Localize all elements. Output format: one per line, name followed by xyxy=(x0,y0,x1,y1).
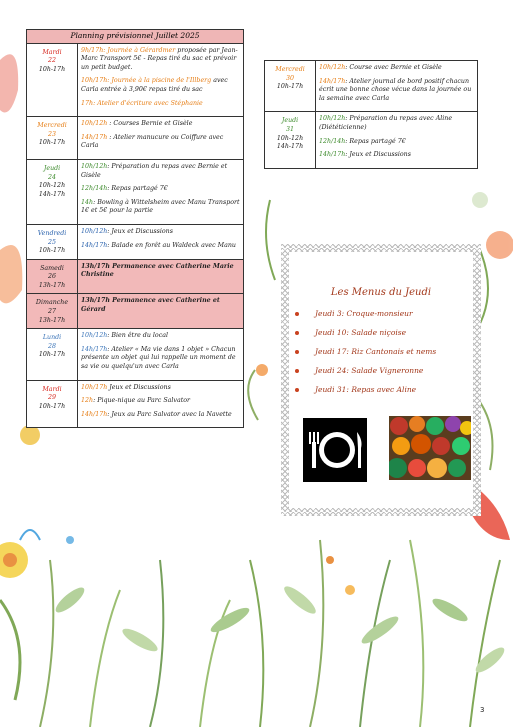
event-time: 14h/17h xyxy=(319,77,346,85)
bullet-icon xyxy=(295,369,299,373)
day-cell xyxy=(27,329,78,380)
page-number: 3 xyxy=(480,706,485,714)
event-text: : Pique-nique au Parc Salvator xyxy=(93,397,191,405)
planning-table-left xyxy=(26,29,244,428)
day-row xyxy=(27,329,244,380)
day-date: 31 xyxy=(285,125,294,133)
event-text: : Course avec Bernie et Gisèle xyxy=(345,64,442,71)
event-text: : Jeux au Parc Salvator avec la Navette xyxy=(107,410,232,418)
day-cell xyxy=(27,294,78,329)
day-name: Mardi xyxy=(42,385,62,393)
event-time: 12h xyxy=(81,397,94,405)
event-time: 10h/12h xyxy=(81,332,108,340)
plate-cutlery-icon xyxy=(303,418,367,482)
planning-right-body xyxy=(265,61,478,169)
event-text: : Bien être du local xyxy=(107,332,168,340)
events-cell xyxy=(78,380,244,428)
day-name: Mercredi xyxy=(275,66,305,73)
event-time: 10h/12h xyxy=(81,162,108,170)
event-time: 14h/17h xyxy=(81,410,108,418)
day-cell xyxy=(27,380,78,428)
day-row xyxy=(265,61,478,112)
event-text: : Balade en forêt au Waldeck avec Manu xyxy=(107,241,236,249)
event-item xyxy=(81,297,240,314)
day-name: Mercredi xyxy=(37,122,67,130)
event-item xyxy=(319,64,474,73)
event-text: Jeux et Discussions xyxy=(107,383,171,391)
event-item xyxy=(81,120,240,129)
day-name: Vendredi xyxy=(37,229,67,237)
event-text: : Courses Bernie et Gisèle xyxy=(107,120,193,128)
bullet-icon xyxy=(295,312,299,316)
day-cell xyxy=(27,43,78,117)
bullet-icon xyxy=(295,350,299,354)
day-cell xyxy=(265,61,316,112)
day-cell xyxy=(265,112,316,168)
event-time: 14h/17h xyxy=(319,151,346,159)
day-hours: 10h-17h xyxy=(38,65,66,73)
menu-item xyxy=(295,361,436,380)
day-date: 24 xyxy=(47,173,56,181)
event-text: : Bowling à Wittelsheim avec Manu Transport 1€ et 5€ pour la partie xyxy=(81,198,240,215)
event-text: : Atelier manucure ou Coiffure avec Carla xyxy=(81,133,224,150)
day-date: 26 xyxy=(47,273,56,281)
day-row xyxy=(27,117,244,160)
day-row xyxy=(27,159,244,224)
event-time: 14h/17h xyxy=(81,241,108,249)
event-item xyxy=(81,185,240,194)
event-time: 14h xyxy=(81,198,94,206)
event-text: : Repas partagé 7€ xyxy=(107,185,168,193)
event-item xyxy=(81,163,240,180)
event-time: 13h/17h xyxy=(81,262,110,270)
bullet-icon xyxy=(295,331,299,335)
event-item xyxy=(319,115,474,132)
event-item xyxy=(319,151,474,160)
event-text: : Préparation du repas avec Bernie et Gisèle xyxy=(81,162,228,179)
event-item xyxy=(81,77,240,94)
events-cell xyxy=(78,117,244,160)
day-name: Jeudi xyxy=(43,164,61,172)
planning-title: Planning prévisionnel Juillet 2025 xyxy=(27,30,244,44)
planning-left-body xyxy=(27,43,244,428)
event-time: 10h/17h: Journée à la piscine de l'Illberg xyxy=(81,77,212,85)
event-item xyxy=(319,78,474,104)
menu-item xyxy=(295,304,436,323)
day-date: 27 xyxy=(47,308,56,316)
day-hours: 10h-12h xyxy=(38,182,66,190)
menu-item-label: Jeudi 17: Riz Cantonais et nems xyxy=(315,347,437,356)
event-time: 10h/12h xyxy=(319,64,346,71)
event-time: 14h/17h xyxy=(81,133,108,141)
day-date: 30 xyxy=(285,74,294,82)
day-row xyxy=(27,224,244,259)
day-row xyxy=(27,43,244,117)
menu-item-label: Jeudi 24: Salade Vigneronne xyxy=(315,366,424,375)
day-cell xyxy=(27,224,78,259)
events-cell xyxy=(316,61,478,112)
event-time: 17h: Atelier d'écriture avec Stéphanie xyxy=(81,99,203,107)
bullet-icon xyxy=(295,388,299,392)
event-time: 14h/17h xyxy=(81,345,108,353)
vegetables-image xyxy=(389,416,471,480)
day-row xyxy=(27,380,244,428)
day-row xyxy=(265,112,478,168)
day-hours: 13h-17h xyxy=(38,316,66,324)
event-time: 9h/17h: Journée à Gérardmer xyxy=(81,46,176,54)
menu-item-label: Jeudi 3: Croque-monsieur xyxy=(315,309,413,318)
event-item xyxy=(81,332,240,341)
event-item xyxy=(81,346,240,372)
event-time: 12h/14h xyxy=(319,137,346,145)
event-text: Permanence avec Catherine et Gérard xyxy=(81,297,220,314)
day-row xyxy=(27,294,244,329)
events-cell xyxy=(78,224,244,259)
day-date: 25 xyxy=(47,238,56,246)
menu-item-label: Jeudi 10: Salade niçoise xyxy=(315,328,407,337)
event-text: : Jeux et Discussions xyxy=(345,151,411,159)
day-hours: 10h-17h xyxy=(38,247,66,255)
event-item xyxy=(81,411,240,420)
menu-list xyxy=(295,304,436,399)
event-text: avec Carla entrée à 3,90€ repas tiré du sac xyxy=(81,77,228,93)
day-name: Mardi xyxy=(42,48,62,56)
event-text: : Jeux et Discussions xyxy=(107,227,173,235)
event-text: : Atelier journal de bord positif chacun écrit une bonne chose vécue dans la journée ou la semaine avec Carla xyxy=(319,77,472,102)
day-hours: 14h-17h xyxy=(38,190,66,198)
menu-item xyxy=(295,323,436,342)
event-item xyxy=(81,100,240,109)
day-hours: 10h-17h xyxy=(38,139,66,147)
day-name: Lundi xyxy=(42,334,62,342)
event-item xyxy=(81,242,240,251)
day-hours: 13h-17h xyxy=(38,281,66,289)
day-hours: 14h-17h xyxy=(276,143,304,151)
event-text: : Atelier « Ma vie dans 1 objet » Chacun présente un objet qui lui rappelle un moment de sa vie ou quelqu'un avec Carla xyxy=(81,345,236,371)
menu-title: Les Menus du Jeudi xyxy=(330,287,432,298)
day-hours: 10h-17h xyxy=(38,351,66,359)
day-date: 22 xyxy=(47,57,56,65)
event-item xyxy=(81,134,240,151)
event-item xyxy=(81,397,240,406)
event-item xyxy=(81,199,240,216)
day-hours: 10h-17h xyxy=(276,83,304,91)
event-time: 10h/12h xyxy=(81,120,108,128)
day-name: Samedi xyxy=(40,264,64,272)
day-date: 23 xyxy=(47,130,56,138)
menu-item xyxy=(295,342,436,361)
event-item xyxy=(81,263,240,280)
day-hours: 10h-17h xyxy=(38,402,66,410)
day-cell xyxy=(27,259,78,294)
event-item xyxy=(81,228,240,237)
day-date: 29 xyxy=(47,394,56,402)
events-cell xyxy=(78,159,244,224)
event-time: 12h/14h xyxy=(81,185,108,193)
event-item xyxy=(81,384,240,393)
day-hours: 10h-12h xyxy=(276,134,304,142)
day-row xyxy=(27,259,244,294)
events-cell xyxy=(78,329,244,380)
day-name: Jeudi xyxy=(281,117,299,125)
planning-table-right xyxy=(264,60,478,169)
event-text: Permanence avec Catherine Marie Christine xyxy=(81,262,234,279)
event-item xyxy=(81,47,240,73)
event-item xyxy=(319,138,474,147)
day-cell xyxy=(27,159,78,224)
event-time: 10h/12h xyxy=(81,227,108,235)
menu-inner xyxy=(289,252,473,508)
events-cell xyxy=(316,112,478,168)
day-name: Dimanche xyxy=(35,299,69,307)
events-cell xyxy=(78,294,244,329)
event-text: proposée par Jean-Marc Transport 5€ - Repas tiré du sac et prévoir un petit budget. xyxy=(81,46,238,71)
menu-box xyxy=(281,244,481,516)
menu-item-label: Jeudi 31: Repas avec Aline xyxy=(315,385,417,394)
events-cell xyxy=(78,43,244,117)
day-cell xyxy=(27,117,78,160)
events-cell xyxy=(78,259,244,294)
event-text: : Repas partagé 7€ xyxy=(345,137,406,145)
day-date: 28 xyxy=(47,342,56,350)
event-time: 10h/12h xyxy=(319,115,346,123)
event-text: : Préparation du repas avec Aline (Diététicienne) xyxy=(319,115,453,131)
event-time: 10h/17h xyxy=(81,383,108,391)
event-time: 13h/17h xyxy=(81,297,110,305)
menu-item xyxy=(295,380,436,399)
